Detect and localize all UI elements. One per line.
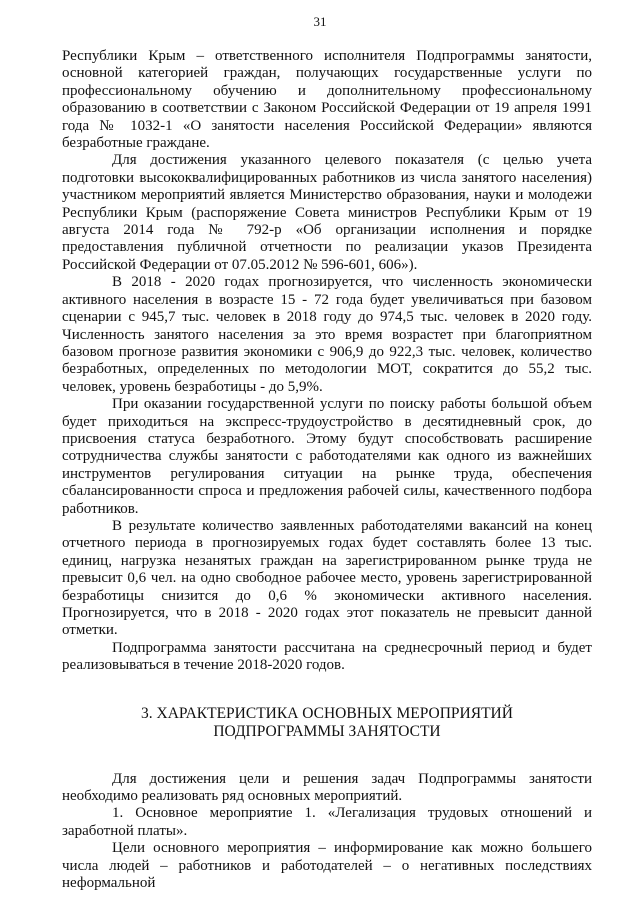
page-number: 31: [313, 14, 327, 29]
paragraph: Подпрограмма занятости рассчитана на среднесрочный период и будет реализовываться в течение 2018-2020 годов.: [62, 639, 592, 674]
paragraph: При оказании государственной услуги по поиску работы большой объем будет приходиться на экспресс-трудоустройство в десятидневный срок, до присвоения статуса безработного. Этому будут способствовать расширение сотрудничества службы занятости с работодателями как одного из важнейших инструментов регулирования ситуации на рынке труда, обеспечения сбалансированности спроса и предложения рабочей силы, качественного подбора работников.: [62, 396, 592, 517]
section-heading: [62, 705, 592, 741]
paragraph-continuation: Республики Крым – ответственного исполнителя Подпрограммы занятости, основной категорией граждан, получающих государственные услуги по профессиональному обучению и дополнительному профессиональному образованию в соответствии с Законом Российской Федерации от 19 апреля 1991 года № 1032-1 «О занятости населения Российской Федерации» являются безработные граждане.: [62, 48, 592, 152]
paragraph: 1. Основное мероприятие 1. «Легализация трудовых отношений и заработной платы».: [62, 805, 592, 839]
paragraph: Для достижения указанного целевого показателя (с целью учета подготовки высококвалифицированных работников из числа занятого населения) участником мероприятий является Министерство образования, науки и молодежи Республики Крым (распоряжение Совета министров Республики Крым от 19 августа 2014 года № 792-р «Об организации исполнения и порядке предоставления публичной отчетности по реализации указов Президента Российской Федерации от 07.05.2012 № 596-601, 606»).: [62, 152, 592, 273]
section-heading-line-2: ПОДПРОГРАММЫ ЗАНЯТОСТИ: [213, 722, 441, 740]
paragraph: Для достижения цели и решения задач Подпрограммы занятости необходимо реализовать ряд основных мероприятий.: [62, 770, 592, 805]
paragraph: В результате количество заявленных работодателями вакансий на конец отчетного периода в прогнозируемых годах будет составлять более 13 тыс. единиц, нагрузка незанятых граждан на зарегистрированном рынке труда не превысит 0,6 чел. на одно свободное рабочее место, уровень зарегистрированной безработицы снизится до 0,6 % экономически активного населения. Прогнозируется, что в 2018 - 2020 годах этот показатель не превысит данной отметки.: [62, 517, 592, 639]
document-body: [62, 48, 592, 892]
paragraph: Цели основного мероприятия – информирование как можно большего числа людей – работников и работодателей – о негативных последствиях неформальной: [62, 840, 592, 892]
paragraph: В 2018 - 2020 годах прогнозируется, что численность экономически активного населения в возрасте 15 - 72 года будет увеличиваться при базовом сценарии с 945,7 тыс. человек в 2018 году до 974,5 тыс. человек в 2020 году. Численность занятого населения за это время возрастет при благоприятном базовом прогнозе развития экономики с 906,9 до 922,3 тыс. человек, количество безработных, определенных по методологии МОТ, сократится до 55,2 тыс. человек, уровень безработицы - до 5,9%.: [62, 274, 592, 395]
section-heading-line-1: 3. ХАРАКТЕРИСТИКА ОСНОВНЫХ МЕРОПРИЯТИЙ: [141, 704, 513, 722]
